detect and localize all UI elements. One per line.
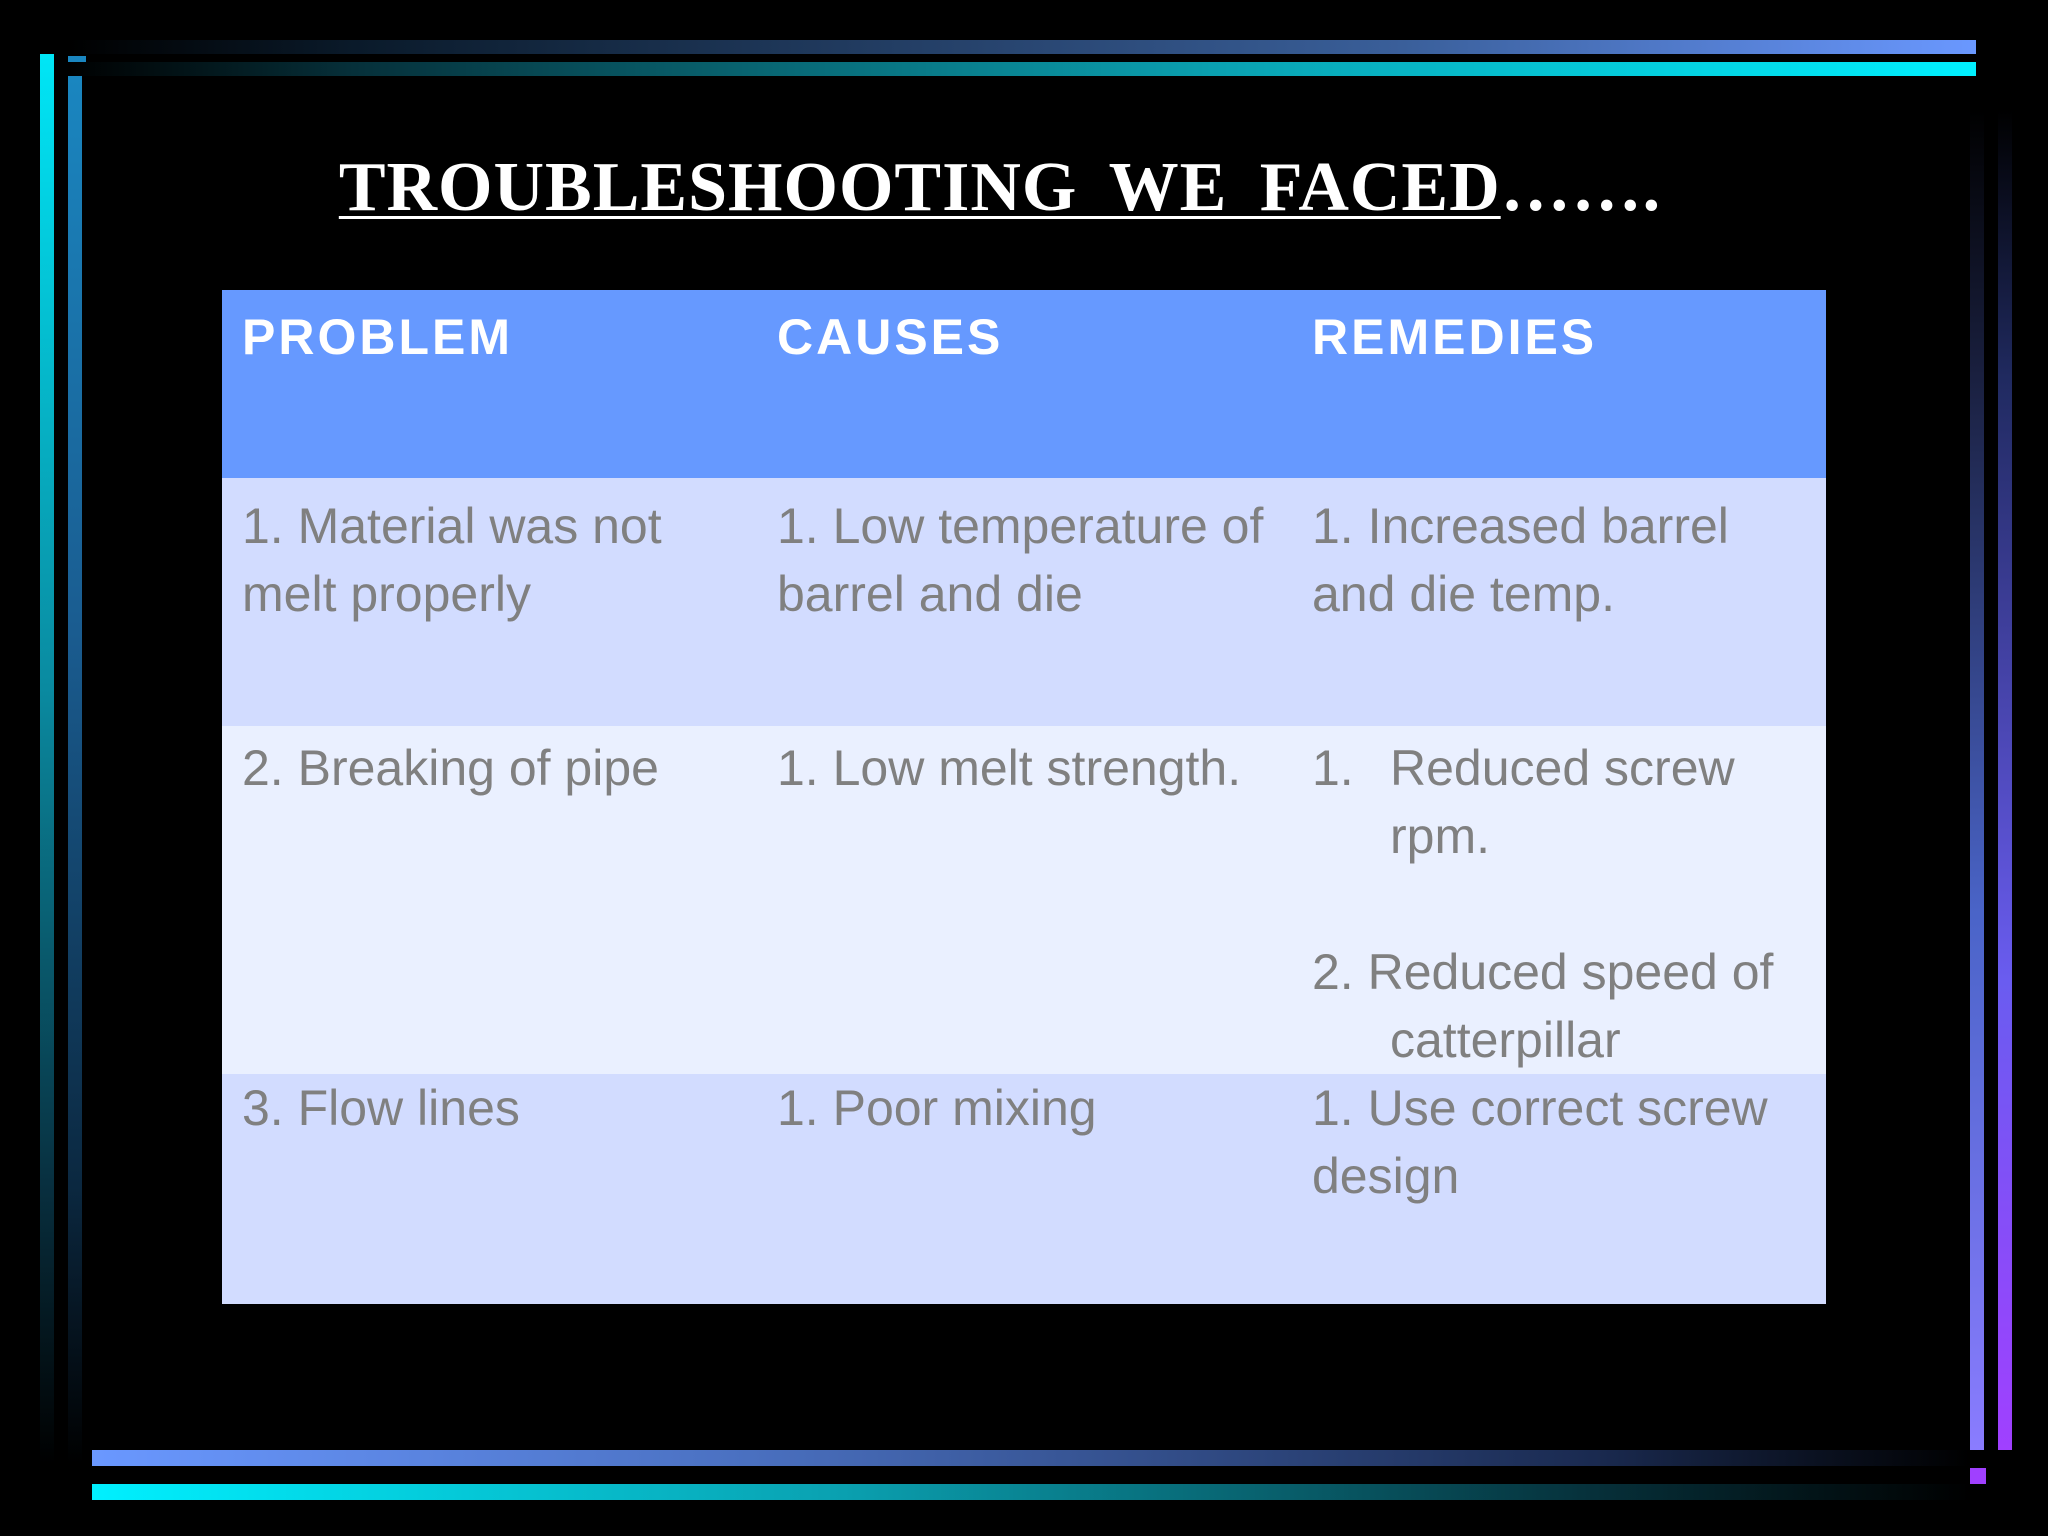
frame-bar-top-outer: [68, 40, 1976, 54]
frame-bar-left-inner: [68, 76, 82, 1464]
header-causes: CAUSES: [777, 309, 1004, 365]
table-row: [222, 1074, 1826, 1304]
slide-title-ellipsis: …….: [1500, 149, 1662, 226]
frame-corner-square: [1970, 1468, 1986, 1484]
frame-bar-bottom-lower: [92, 1484, 1970, 1500]
remedy-item-number: 1.: [1312, 740, 1354, 796]
remedy-spacer: [1312, 870, 1806, 938]
cell-cause: 1. Low temperature of barrel and die: [777, 498, 1264, 622]
cell-remedy: [1292, 726, 1826, 1074]
header-remedies: REMEDIES: [1312, 309, 1598, 365]
header-problem: PROBLEM: [242, 309, 513, 365]
frame-bar-top-inner: [68, 62, 1976, 76]
frame-bar-right-inner: [1970, 110, 1984, 1450]
slide-title: [0, 148, 2000, 228]
frame-bar-left-tick: [68, 56, 86, 62]
table-row: [222, 478, 1826, 726]
table-row: [222, 726, 1826, 1074]
cell-remedy: 1. Use correct screw design: [1312, 1080, 1768, 1204]
cell-problem: 2. Breaking of pipe: [242, 740, 659, 796]
frame-bar-bottom-upper: [92, 1450, 1970, 1466]
cell-cause: 1. Low melt strength.: [777, 740, 1242, 796]
cell-problem: 3. Flow lines: [242, 1080, 520, 1136]
frame-bar-right-outer: [1998, 110, 2012, 1450]
remedy-item: 2. Reduced speed of catterpillar: [1312, 944, 1774, 1068]
remedy-item-text: Reduced screw rpm.: [1390, 740, 1735, 864]
cell-problem: 1. Material was not melt properly: [242, 498, 662, 622]
troubleshooting-table: [222, 290, 1826, 1304]
slide-title-main: TROUBLESHOOTING WE FACED: [338, 149, 1501, 226]
frame-bar-left-outer: [40, 54, 54, 1464]
cell-cause: 1. Poor mixing: [777, 1080, 1097, 1136]
remedy-item: [1312, 734, 1806, 870]
table-header-row: [222, 290, 1826, 478]
cell-remedy: 1. Increased barrel and die temp.: [1312, 498, 1729, 622]
